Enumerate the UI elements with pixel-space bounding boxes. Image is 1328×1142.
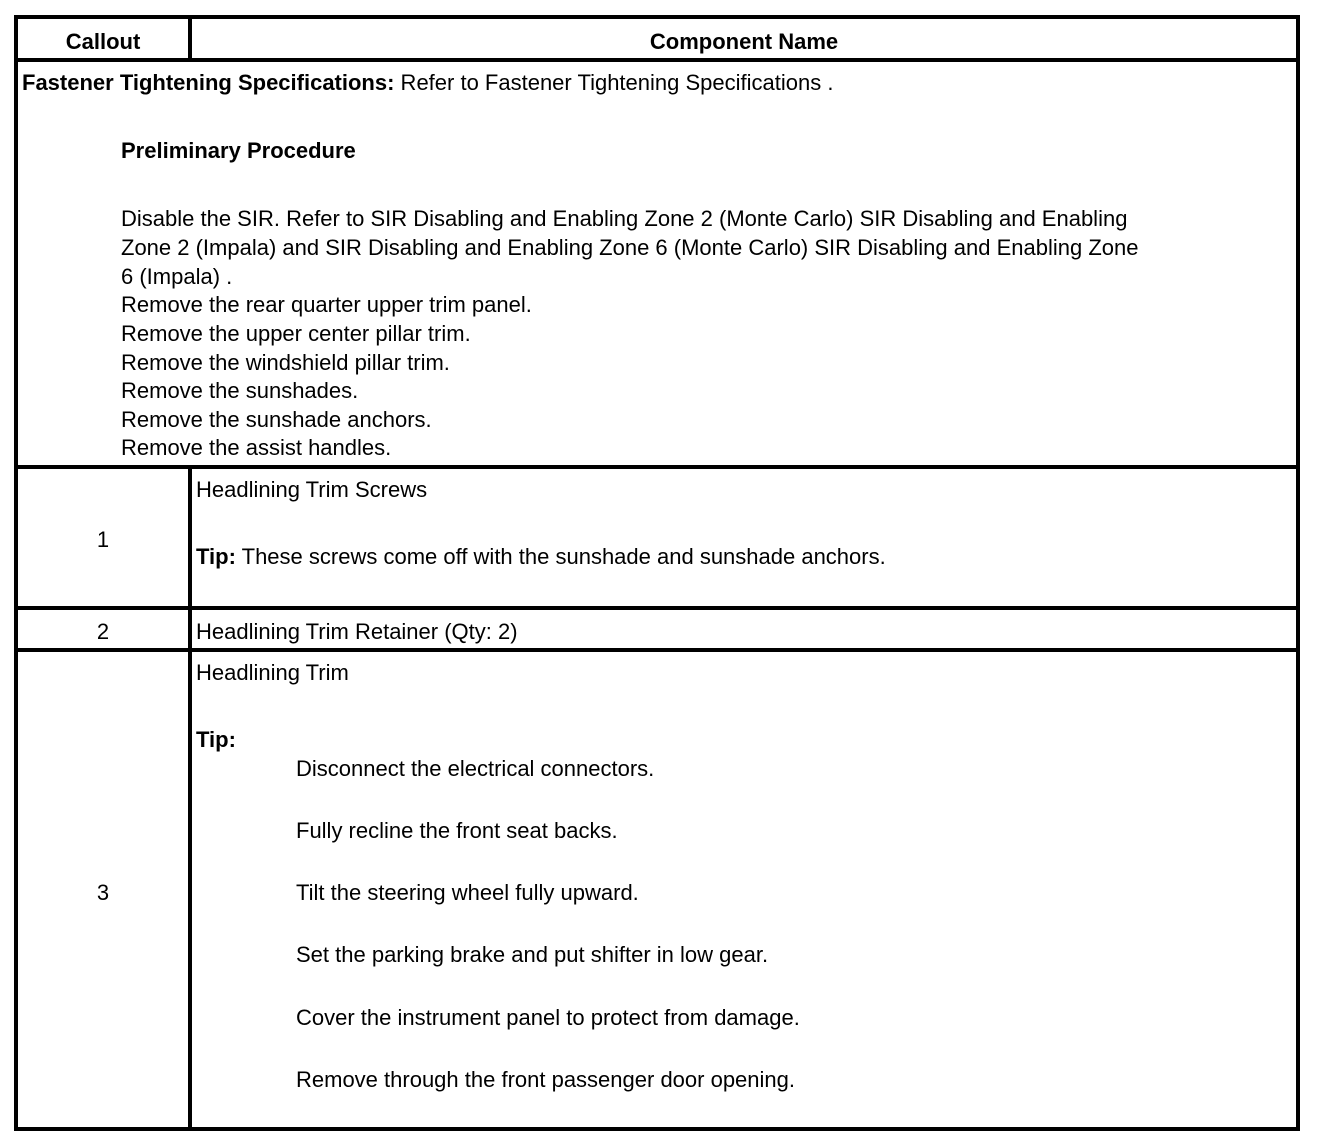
component-name: Headlining Trim [196,660,349,685]
tip-item: Remove through the front passenger door opening. [296,1067,795,1092]
preliminary-line: Remove the assist handles. [121,435,392,460]
fastener-spec-line [22,68,833,97]
tip-item: Cover the instrument panel to protect from damage. [296,1005,800,1030]
component-name: Headlining Trim Retainer (Qty: 2) [196,619,518,644]
row-divider [18,606,1296,610]
preliminary-line: Remove the sunshade anchors. [121,407,432,432]
tip-label: Tip: [196,727,236,752]
preliminary-line: Disable the SIR. Refer to SIR Disabling and Enabling Zone 2 (Monte Carlo) SIR Disabling and Enabling [121,206,1128,231]
callout-number: 2 [96,619,110,644]
column-divider [188,465,192,610]
row-divider [18,58,1296,62]
callout-number: 3 [96,880,110,905]
header-component-name: Component Name [649,29,839,54]
row-divider [18,465,1296,469]
tip-item: Fully recline the front seat backs. [296,818,618,843]
tip-label: Tip: [196,544,236,569]
preliminary-line: Remove the windshield pillar trim. [121,350,450,375]
tip-item: Tilt the steering wheel fully upward. [296,880,639,905]
preliminary-line: Zone 2 (Impala) and SIR Disabling and Enabling Zone 6 (Monte Carlo) SIR Disabling and Enabling Zone [121,235,1139,260]
fastener-spec-label: Fastener Tightening Specifications: [22,70,395,95]
column-divider [188,606,192,652]
tip-text: These screws come off with the sunshade and sunshade anchors. [235,544,886,569]
tip-item: Set the parking brake and put shifter in low gear. [296,942,769,967]
column-divider [188,648,192,1131]
callout-number: 1 [96,527,110,552]
component-name: Headlining Trim Screws [196,477,428,502]
component-table [14,15,1300,1131]
preliminary-title: Preliminary Procedure [121,138,356,163]
preliminary-line: Remove the sunshades. [121,378,359,403]
row-divider [18,648,1296,652]
preliminary-line: Remove the rear quarter upper trim panel. [121,292,532,317]
tip-line [196,542,886,571]
header-callout: Callout [65,29,141,54]
preliminary-line: Remove the upper center pillar trim. [121,321,471,346]
preliminary-line: 6 (Impala) . [121,264,233,289]
tip-item: Disconnect the electrical connectors. [296,756,655,781]
fastener-spec-text: Refer to Fastener Tightening Specifications . [394,70,834,95]
